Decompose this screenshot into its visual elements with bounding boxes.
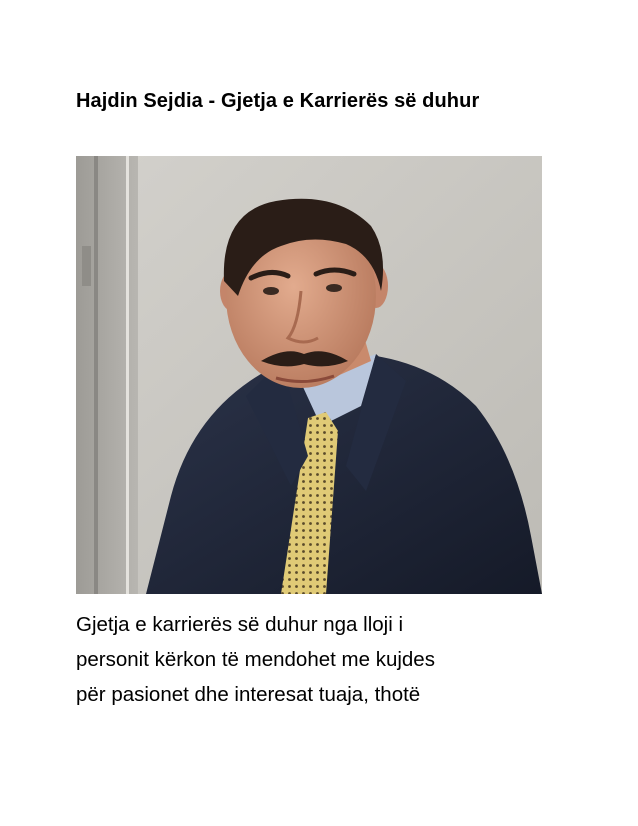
article-title: Hajdin Sejdia - Gjetja e Karrierës së duhur bbox=[76, 90, 480, 112]
article-body bbox=[76, 607, 566, 712]
body-line: Gjetja e karrierës së duhur nga lloji i bbox=[76, 613, 404, 636]
body-line: për pasionet dhe interesat tuaja, thotë bbox=[76, 683, 421, 706]
portrait-photo bbox=[76, 156, 542, 594]
body-line: personit kërkon të mendohet me kujdes bbox=[76, 648, 435, 671]
